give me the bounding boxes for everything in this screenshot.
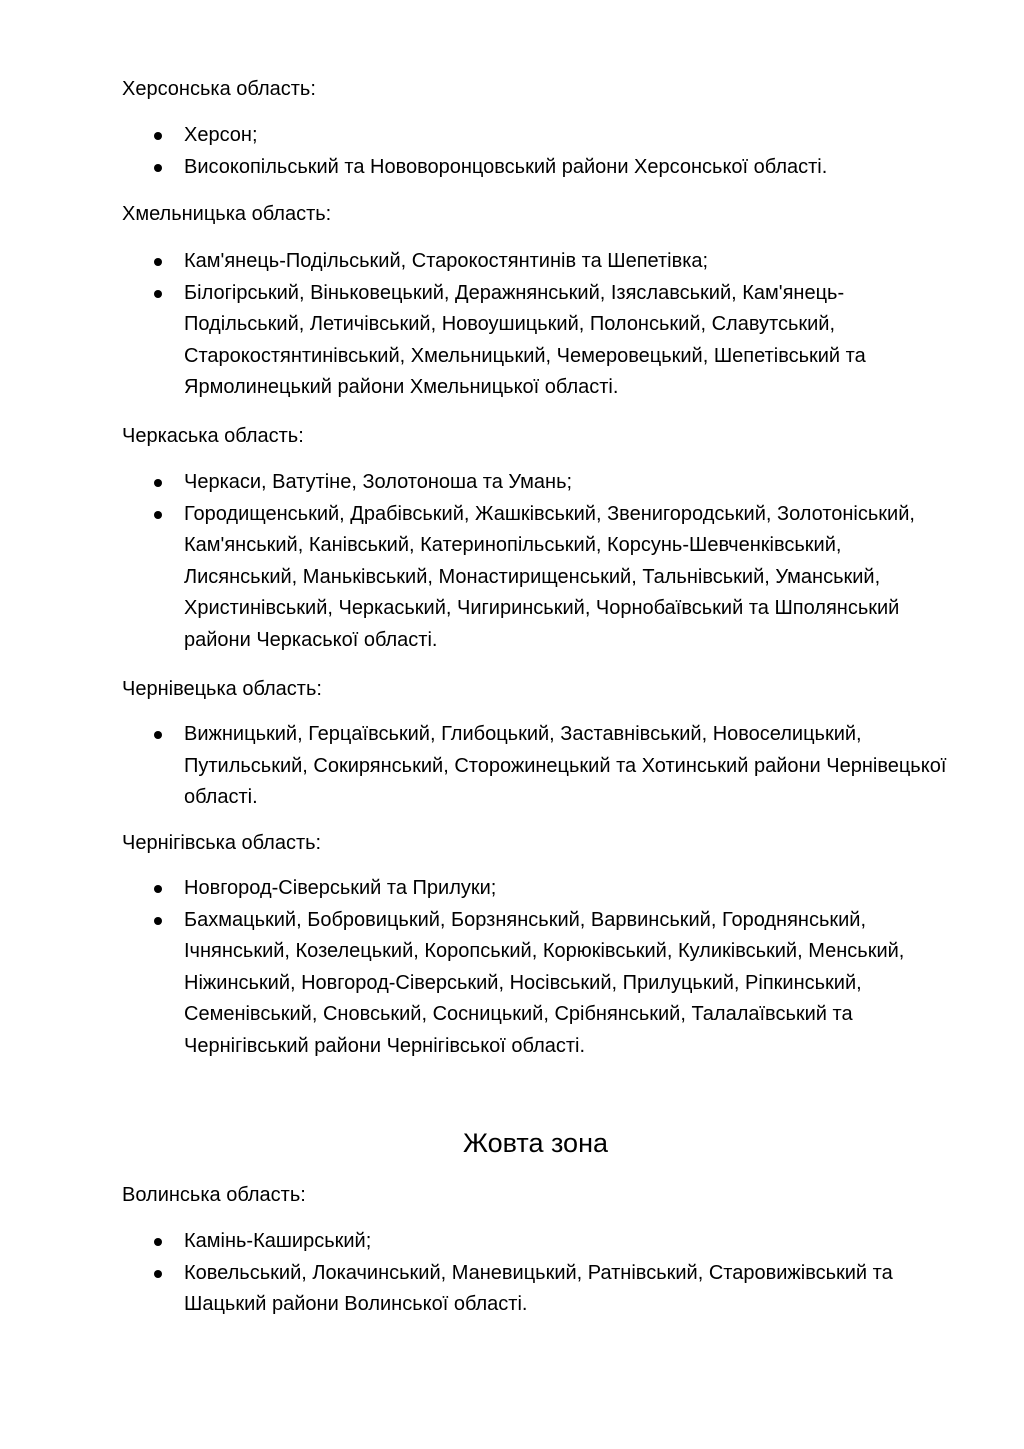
list-item: Вижницький, Герцаївський, Глибоцький, Заставнівський, Новоселицький, Путильський, Сокирянський, Сторожинецький та Хотинський райони Чернівецької області. (0, 719, 954, 814)
bullet-icon (154, 511, 162, 519)
bullet-icon (154, 1270, 162, 1278)
bullet-list-chernihiv (0, 873, 1024, 1062)
bullet-icon (154, 731, 162, 739)
region-heading-volyn: Волинська область: (122, 1184, 306, 1206)
bullet-list-chernivtsi (0, 719, 1024, 814)
list-item: Новгород-Сіверський та Прилуки; (0, 873, 954, 905)
bullet-icon (154, 132, 162, 140)
region-heading-cherkasy: Черкаська область: (122, 425, 304, 447)
region-heading-khmelnytskyi: Хмельницька область: (122, 203, 332, 225)
list-item: Херсон; (0, 120, 954, 152)
list-item: Бахмацький, Бобровицький, Борзнянський, Варвинський, Городнянський, Ічнянський, Козелецький, Коропський, Корюківський, Куликівський, Менський, Ніжинський, Новгород-Сіверський, Носівський, Прилуцький, Ріпкинський, Семенівський, Сновський, Сосницький, Срібнянський, Талалаївський та Чернігівський райони Чернігівської області. (0, 905, 954, 1063)
section-heading-yellow-zone: Жовта зона (463, 1128, 608, 1158)
list-item: Ковельський, Локачинський, Маневицький, Ратнівський, Старовижівський та Шацький райони Волинської області. (0, 1258, 954, 1321)
bullet-icon (154, 258, 162, 266)
bullet-icon (154, 290, 162, 298)
list-item: Черкаси, Ватутіне, Золотоноша та Умань; (0, 467, 954, 499)
list-item: Високопільський та Нововоронцовський райони Херсонської області. (0, 152, 954, 184)
bullet-list-khmelnytskyi (0, 246, 1024, 404)
list-item: Камінь-Каширський; (0, 1226, 954, 1258)
bullet-icon (154, 1238, 162, 1246)
region-heading-chernihiv: Чернігівська область: (122, 832, 322, 854)
region-heading-kherson: Херсонська область: (122, 78, 316, 100)
bullet-icon (154, 479, 162, 487)
bullet-icon (154, 885, 162, 893)
list-item: Білогірський, Віньковецький, Деражнянський, Ізяславський, Кам'янець-Подільський, Летичівський, Новоушицький, Полонський, Славутський, Старокостянтинівський, Хмельницький, Чемеровецький, Шепетівський та Ярмолинецький райони Хмельницької області. (0, 278, 954, 404)
bullet-icon (154, 917, 162, 925)
bullet-list-volyn (0, 1226, 1024, 1321)
region-heading-chernivtsi: Чернівецька область: (122, 678, 322, 700)
list-item: Кам'янець-Подільський, Старокостянтинів та Шепетівка; (0, 246, 954, 278)
list-item: Городищенський, Драбівський, Жашківський, Звенигородський, Золотоніський, Кам'янський, Канівський, Катеринопільський, Корсунь-Шевченківський, Лисянський, Маньківський, Монастирищенський, Тальнівський, Уманський, Христинівський, Черкаський, Чигиринський, Чорнобаївський та Шполянський райони Черкаської області. (0, 499, 954, 657)
bullet-icon (154, 164, 162, 172)
bullet-list-kherson (0, 120, 1024, 183)
bullet-list-cherkasy (0, 467, 1024, 656)
